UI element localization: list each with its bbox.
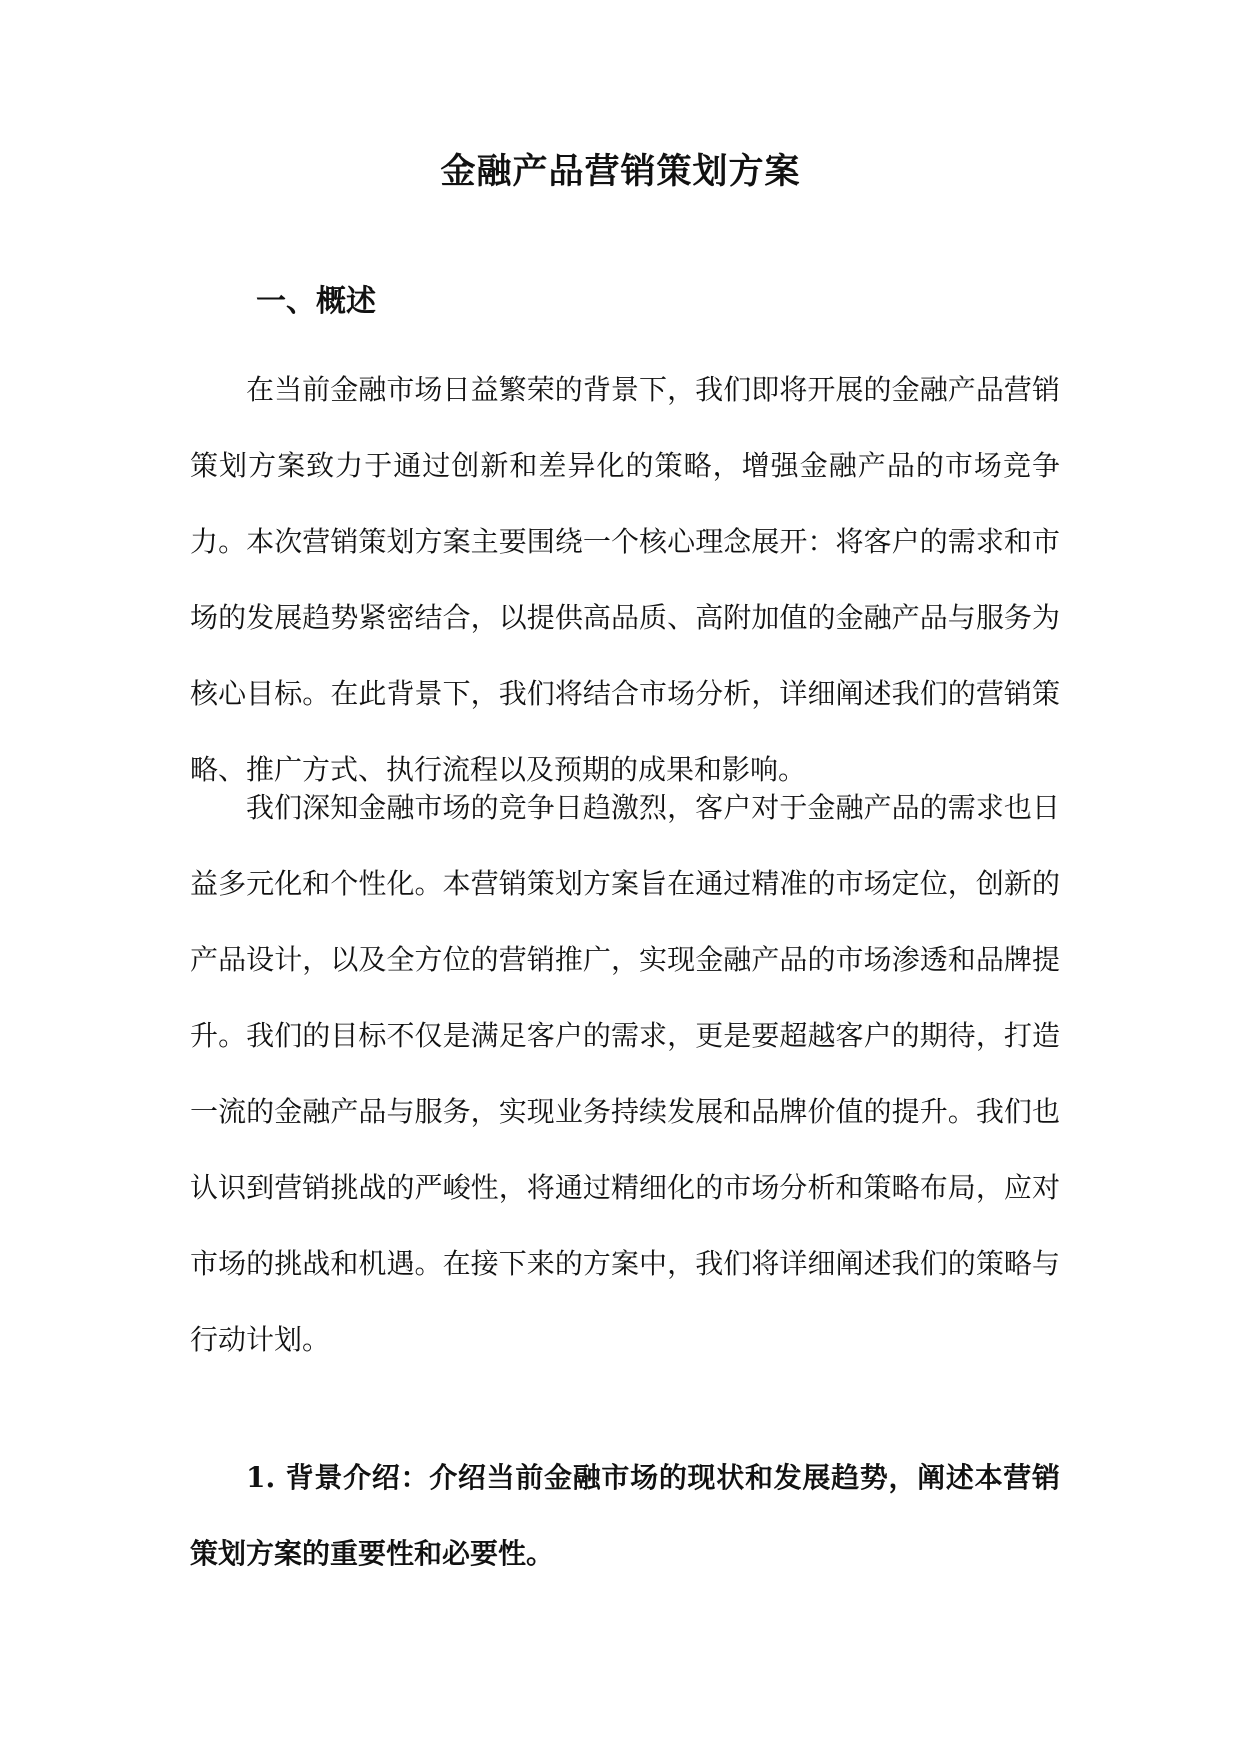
section-heading-overview: 一、概述 xyxy=(256,284,376,319)
paragraph-overview-2: 我们深知金融市场的竞争日趋激烈，客户对于金融产品的需求也日益多元化和个性化。本营销策划方案旨在通过精准的市场定位，创新的产品设计，以及全方位的营销推广，实现金融产品的市场渗透和品牌提升。我们的目标不仅是满足客户的需求，更是要超越客户的期待，打造一流的金融产品与服务，实现业务持续发展和品牌价值的提升。我们也认识到营销挑战的严峻性，将通过精细化的市场分析和策略布局，应对市场的挑战和机遇。在接下来的方案中，我们将详细阐述我们的策略与行动计划。 xyxy=(190,791,1060,1356)
paragraph-overview-1: 在当前金融市场日益繁荣的背景下，我们即将开展的金融产品营销策划方案致力于通过创新和差异化的策略，增强金融产品的市场竞争力。本次营销策划方案主要围绕一个核心理念展开：将客户的需求和市场的发展趋势紧密结合，以提供高品质、高附加值的金融产品与服务为核心目标。在此背景下，我们将结合市场分析，详细阐述我们的营销策略、推广方式、执行流程以及预期的成果和影响。 xyxy=(190,373,1060,786)
subheading-background: 1. 背景介绍：介绍当前金融市场的现状和发展趋势，阐述本营销策划方案的重要性和必要性。 xyxy=(190,1461,1060,1570)
document-title: 金融产品营销策划方案 xyxy=(440,151,801,192)
